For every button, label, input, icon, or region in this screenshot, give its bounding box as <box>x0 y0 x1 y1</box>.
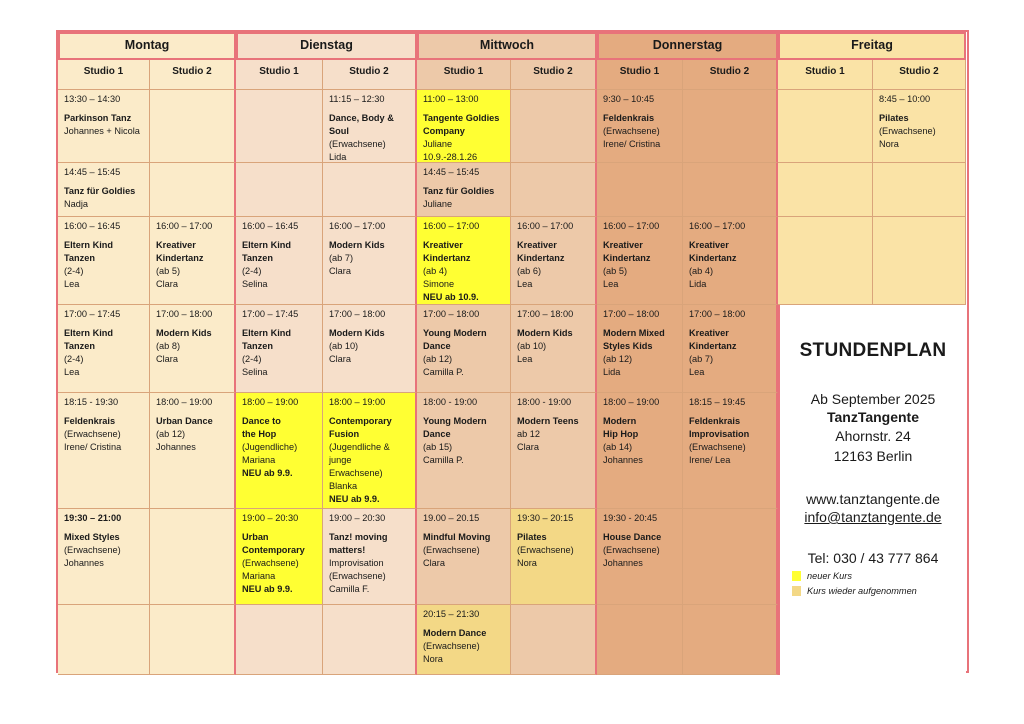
studio-header: Studio 1 <box>417 60 511 90</box>
course-details: (ab 5) Clara <box>156 266 181 289</box>
course-details: Johannes + Nicola <box>64 126 140 136</box>
course-details: (ab 4) Simone <box>423 266 455 289</box>
course-name: Young Modern Dance <box>423 416 487 439</box>
course-details: (2-4) Selina <box>242 266 268 289</box>
course-details: Improvisation (Erwachsene) Camilla F. <box>329 558 386 594</box>
course-time: 18:15 – 19:45 <box>689 397 746 407</box>
legend-label: Kurs wieder aufgenommen <box>807 586 917 596</box>
studio-header: Studio 1 <box>597 60 683 90</box>
course-cell <box>58 509 150 605</box>
course-name: Kreativer Kindertanz <box>517 240 565 263</box>
timetable-grid <box>56 30 969 673</box>
legend-swatch <box>792 586 801 596</box>
empty-cell <box>873 163 966 217</box>
email-link[interactable]: info@tanztangente.de <box>804 509 942 525</box>
legend-label: neuer Kurs <box>807 571 852 581</box>
course-cell <box>417 605 511 675</box>
course-time: 19:30 – 20:15 <box>517 513 574 523</box>
course-cell <box>58 90 150 163</box>
day-header-montag: Montag <box>58 32 236 60</box>
course-time: 16:00 – 16:45 <box>64 221 121 231</box>
city-address: 12163 Berlin <box>833 448 913 464</box>
course-name: Tanz für Goldies <box>423 186 495 196</box>
empty-cell <box>150 509 236 605</box>
course-cell <box>683 393 778 509</box>
course-name: Tanz! moving matters! <box>329 532 388 555</box>
course-time: 13:30 – 14:30 <box>64 94 121 104</box>
course-name: Kreativer Kindertanz <box>689 328 737 351</box>
new-course-note: NEU ab 10.9. <box>423 292 479 302</box>
course-details: (ab 12) Camilla P. <box>423 354 464 377</box>
course-details: (2-4) Lea <box>64 266 84 289</box>
course-time: 16:00 – 16:45 <box>242 221 299 231</box>
course-name: Kreativer Kindertanz <box>156 240 204 263</box>
course-details: (Erwachsene) Johannes <box>64 545 121 568</box>
course-name: Modern Kids <box>329 328 385 338</box>
course-time: 18:15 - 19:30 <box>64 397 119 407</box>
course-details: (ab 14) Johannes <box>603 442 643 465</box>
empty-cell <box>873 217 966 305</box>
course-name: Modern Dance <box>423 628 487 638</box>
empty-cell <box>58 605 150 675</box>
course-time: 17:00 – 18:00 <box>517 309 574 319</box>
empty-cell <box>511 90 597 163</box>
course-details: (Erwachsene) Nora <box>517 545 574 568</box>
course-time: 20:15 – 21:30 <box>423 609 480 619</box>
course-cell <box>323 90 417 163</box>
course-details: (Erwachsene) Nora <box>423 641 480 664</box>
course-time: 19:00 – 20:30 <box>329 513 386 523</box>
course-details: (ab 6) Lea <box>517 266 542 289</box>
empty-cell <box>683 509 778 605</box>
new-course-note: NEU ab 9.9. <box>242 468 293 478</box>
course-time: 16:00 – 17:00 <box>329 221 386 231</box>
legend-item <box>786 586 960 596</box>
course-details: (Erwachsene) Irene/ Cristina <box>64 429 122 452</box>
course-name: Eltern Kind Tanzen <box>242 240 292 263</box>
course-cell <box>323 217 417 305</box>
studio-header: Studio 2 <box>683 60 778 90</box>
course-time: 19:30 - 20:45 <box>603 513 658 523</box>
course-details: Juliane <box>423 199 453 209</box>
course-cell <box>417 217 511 305</box>
course-time: 11:00 – 13:00 <box>423 94 479 104</box>
course-cell <box>417 509 511 605</box>
studio-header: Studio 1 <box>58 60 150 90</box>
course-cell <box>236 217 323 305</box>
website-link[interactable]: www.tanztangente.de <box>806 491 940 507</box>
course-cell <box>873 90 966 163</box>
empty-cell <box>597 163 683 217</box>
course-name: Young Modern Dance <box>423 328 487 351</box>
course-cell <box>150 305 236 393</box>
course-details: (Erwachsene) Irene/ Lea <box>689 442 746 465</box>
studio-header: Studio 2 <box>873 60 966 90</box>
course-time: 14:45 – 15:45 <box>64 167 121 177</box>
course-time: 16:00 – 17:00 <box>603 221 660 231</box>
course-details: (Erwachsene) Clara <box>423 545 480 568</box>
course-time: 17:00 – 18:00 <box>423 309 480 319</box>
course-details: (ab 12) Lida <box>603 354 633 377</box>
course-name: Feldenkrais Improvisation <box>689 416 750 439</box>
course-cell <box>323 305 417 393</box>
course-time: 18:00 - 19:00 <box>517 397 572 407</box>
empty-cell <box>511 163 597 217</box>
empty-cell <box>323 605 417 675</box>
empty-cell <box>236 90 323 163</box>
course-cell <box>511 305 597 393</box>
course-cell <box>597 217 683 305</box>
course-time: 9:30 – 10:45 <box>603 94 655 104</box>
course-name: Modern Teens <box>517 416 579 426</box>
course-details: Nadja <box>64 199 89 209</box>
course-details: (ab 8) Clara <box>156 341 181 364</box>
course-details: (ab 4) Lida <box>689 266 714 289</box>
course-details: (ab 15) Camilla P. <box>423 442 464 465</box>
course-name: Mixed Styles <box>64 532 120 542</box>
course-name: Mindful Moving <box>423 532 491 542</box>
course-name: Eltern Kind Tanzen <box>64 240 114 263</box>
empty-cell <box>150 163 236 217</box>
school-name: TanzTangente <box>826 409 920 425</box>
course-time: 17:00 – 18:00 <box>329 309 386 319</box>
empty-cell <box>511 605 597 675</box>
course-time: 8:45 – 10:00 <box>879 94 931 104</box>
empty-cell <box>150 90 236 163</box>
empty-cell <box>778 90 873 163</box>
empty-cell <box>778 163 873 217</box>
course-cell <box>597 509 683 605</box>
course-time: 17:00 – 18:00 <box>603 309 660 319</box>
course-name: Urban Contemporary <box>242 532 305 555</box>
empty-cell <box>597 605 683 675</box>
course-name: Tanz für Goldies <box>64 186 136 196</box>
course-details: ab 12 Clara <box>517 429 540 452</box>
phone-number: Tel: 030 / 43 777 864 <box>807 550 939 566</box>
course-details: (Jugendliche & junge Erwachsene) Blanka <box>329 442 390 491</box>
studio-header: Studio 2 <box>511 60 597 90</box>
course-name: Modern Mixed Styles Kids <box>603 328 665 351</box>
info-panel <box>778 305 966 675</box>
course-cell <box>58 163 150 217</box>
course-time: 18:00 - 19:00 <box>423 397 478 407</box>
empty-cell <box>778 217 873 305</box>
course-cell <box>58 393 150 509</box>
course-cell <box>417 305 511 393</box>
new-course-note: NEU ab 9.9. <box>329 494 380 504</box>
course-details: (Erwachsene) Johannes <box>603 545 660 568</box>
course-time: 16:00 – 17:00 <box>689 221 746 231</box>
course-cell <box>150 217 236 305</box>
course-cell <box>511 509 597 605</box>
empty-cell <box>236 605 323 675</box>
course-details: (Erwachsene) Lida <box>329 139 386 162</box>
course-details: (ab 12) Johannes <box>156 429 196 452</box>
course-name: Kreativer Kindertanz <box>689 240 737 263</box>
empty-cell <box>683 605 778 675</box>
course-time: 19:00 – 20:30 <box>242 513 299 523</box>
course-cell <box>683 217 778 305</box>
course-time: 11:15 – 12:30 <box>329 94 385 104</box>
course-name: Feldenkrais <box>603 113 655 123</box>
course-cell <box>597 305 683 393</box>
course-details: (2-4) Selina <box>242 354 268 377</box>
course-cell <box>58 305 150 393</box>
course-details: (ab 7) Clara <box>329 253 354 276</box>
course-name: Modern Hip Hop <box>603 416 639 439</box>
course-cell <box>236 509 323 605</box>
course-time: 17:00 – 17:45 <box>242 309 299 319</box>
empty-cell <box>323 163 417 217</box>
course-cell <box>150 393 236 509</box>
course-name: Eltern Kind Tanzen <box>64 328 114 351</box>
course-name: Pilates <box>517 532 547 542</box>
course-details: (2-4) Lea <box>64 354 84 377</box>
course-time: 19.00 – 20.15 <box>423 513 480 523</box>
legend-swatch <box>792 571 801 581</box>
course-details: (ab 10) Clara <box>329 341 359 364</box>
course-details: (Erwachsene) Irene/ Cristina <box>603 126 661 149</box>
course-time: 17:00 – 18:00 <box>689 309 746 319</box>
course-name: House Dance <box>603 532 662 542</box>
schedule-title: STUNDENPLAN <box>799 340 947 361</box>
course-name: Urban Dance <box>156 416 213 426</box>
course-details: Juliane 10.9.-28.1.26 <box>423 139 478 162</box>
valid-from-date: Ab September 2025 <box>810 391 936 407</box>
course-details: (Jugendliche) Mariana <box>242 442 298 465</box>
studio-header: Studio 2 <box>150 60 236 90</box>
course-time: 18:00 – 19:00 <box>242 397 299 407</box>
course-time: 16:00 – 17:00 <box>517 221 574 231</box>
course-name: Dance to the Hop <box>242 416 281 439</box>
course-details: (ab 7) Lea <box>689 354 714 377</box>
course-time: 18:00 – 19:00 <box>156 397 213 407</box>
course-cell <box>417 163 511 217</box>
course-cell <box>683 305 778 393</box>
studio-header: Studio 2 <box>323 60 417 90</box>
legend-item <box>786 571 960 581</box>
course-time: 18:00 – 19:00 <box>329 397 386 407</box>
studio-header: Studio 1 <box>236 60 323 90</box>
course-name: Pilates <box>879 113 909 123</box>
course-name: Feldenkrais <box>64 416 116 426</box>
new-course-note: NEU ab 9.9. <box>242 584 293 594</box>
course-cell <box>323 509 417 605</box>
course-time: 14:45 – 15:45 <box>423 167 480 177</box>
course-time: 16:00 – 17:00 <box>156 221 213 231</box>
course-name: Tangente Goldies Company <box>423 113 500 136</box>
course-name: Kreativer Kindertanz <box>603 240 651 263</box>
course-name: Eltern Kind Tanzen <box>242 328 292 351</box>
course-cell <box>597 90 683 163</box>
course-details: (ab 5) Lea <box>603 266 628 289</box>
empty-cell <box>236 163 323 217</box>
empty-cell <box>150 605 236 675</box>
course-details: (Erwachsene) Nora <box>879 126 936 149</box>
day-header-dienstag: Dienstag <box>236 32 417 60</box>
course-cell <box>417 393 511 509</box>
course-time: 19:30 – 21:00 <box>64 513 122 523</box>
course-time: 17:00 – 18:00 <box>156 309 213 319</box>
course-name: Modern Kids <box>156 328 212 338</box>
course-cell <box>236 393 323 509</box>
course-cell <box>58 217 150 305</box>
course-name: Parkinson Tanz <box>64 113 132 123</box>
course-name: Modern Kids <box>517 328 573 338</box>
course-cell <box>511 393 597 509</box>
course-time: 17:00 – 17:45 <box>64 309 121 319</box>
course-name: Modern Kids <box>329 240 385 250</box>
day-header-freitag: Freitag <box>778 32 966 60</box>
day-header-mittwoch: Mittwoch <box>417 32 597 60</box>
course-cell <box>597 393 683 509</box>
course-time: 18:00 – 19:00 <box>603 397 660 407</box>
street-address: Ahornstr. 24 <box>835 428 911 444</box>
course-name: Contemporary Fusion <box>329 416 392 439</box>
course-cell <box>236 305 323 393</box>
empty-cell <box>683 90 778 163</box>
course-cell <box>323 393 417 509</box>
course-name: Kreativer Kindertanz <box>423 240 471 263</box>
course-time: 16:00 – 17:00 <box>423 221 480 231</box>
empty-cell <box>683 163 778 217</box>
course-details: (ab 10) Lea <box>517 341 547 364</box>
course-details: (Erwachsene) Mariana <box>242 558 299 581</box>
studio-header: Studio 1 <box>778 60 873 90</box>
course-cell <box>417 90 511 163</box>
course-cell <box>511 217 597 305</box>
course-name: Dance, Body & Soul <box>329 113 394 136</box>
day-header-donnerstag: Donnerstag <box>597 32 778 60</box>
